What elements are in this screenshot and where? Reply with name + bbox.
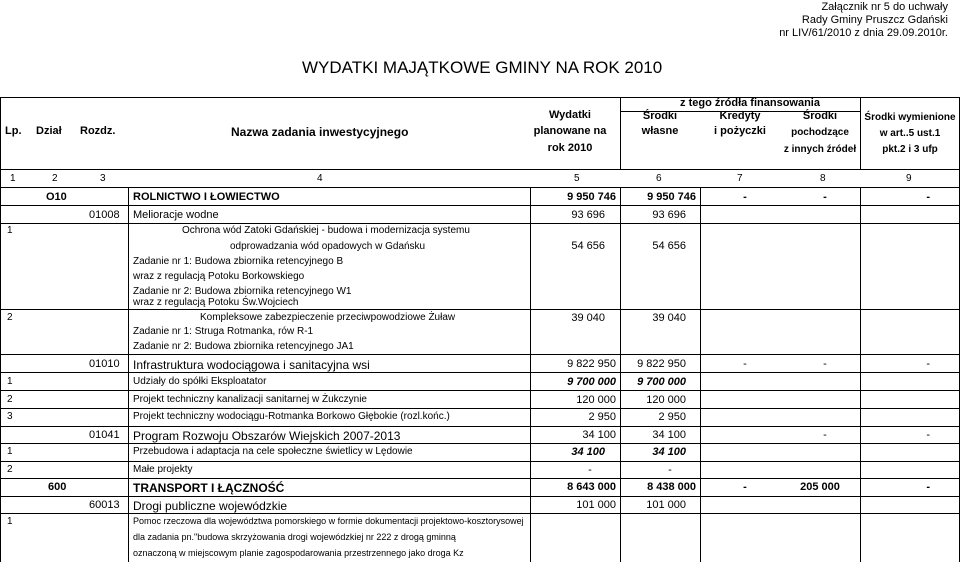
row-total: 34 100 — [582, 429, 616, 441]
col-header-inne-3: z innych źródeł — [783, 144, 857, 155]
row-other: - — [823, 358, 827, 370]
header-line-2: Rady Gminy Pruszcz Gdański — [801, 14, 948, 26]
grid-line — [0, 223, 960, 224]
grid-line — [0, 390, 960, 391]
row-name: Program Rozwoju Obszarów Wiejskich 2007-2013 — [133, 429, 401, 443]
row-total: 101 000 — [576, 499, 616, 511]
row-lp: 3 — [7, 411, 13, 422]
row-total: 54 656 — [571, 240, 605, 252]
col-header-wlasne-2: własne — [641, 125, 679, 137]
row-lp: 2 — [7, 312, 13, 323]
grid-line — [0, 513, 960, 514]
row-text: Pomoc rzeczowa dla województwa pomorskiego w formie dokumentacji projektowo-kosztorysowej — [133, 516, 524, 526]
grid-line — [0, 354, 960, 355]
row-art: - — [926, 358, 930, 370]
row-total: 9 700 000 — [567, 376, 616, 388]
row-own: 39 040 — [652, 312, 686, 324]
row-dzial: 600 — [48, 481, 67, 493]
col-header-dzial: Dział — [36, 125, 62, 137]
col-header-inne-1: Środki — [802, 110, 838, 122]
row-total: 2 950 — [588, 411, 616, 423]
col-header-wym-3: pkt.2 i 3 ufp — [882, 144, 938, 155]
row-other: 205 000 — [800, 481, 840, 493]
row-loans: - — [743, 358, 747, 370]
col-header-wydatki-2: planowane na — [533, 125, 607, 137]
col-number: 2 — [52, 173, 58, 184]
row-own: 93 696 — [652, 209, 686, 221]
row-own: 8 438 000 — [647, 481, 696, 493]
col-number: 6 — [656, 173, 662, 184]
row-art: - — [926, 481, 930, 493]
col-header-wydatki-1: Wydatki — [549, 109, 591, 121]
row-lp: 1 — [7, 446, 13, 457]
row-text: Zadanie nr 2: Budowa zbiornika retencyjnego JA1 — [133, 341, 354, 352]
row-rozdz: 01010 — [89, 358, 120, 370]
row-text: Ochrona wód Zatoki Gdańskiej - budowa i modernizacja systemu — [182, 225, 470, 236]
row-total: 93 696 — [571, 209, 605, 221]
col-header-wydatki-3: rok 2010 — [547, 142, 593, 154]
grid-line — [0, 169, 960, 170]
page-title: WYDATKI MAJĄTKOWE GMINY NA ROK 2010 — [302, 58, 663, 77]
grid-line — [0, 426, 960, 427]
grid-line — [0, 205, 960, 206]
row-own: 2 950 — [658, 411, 686, 423]
grid-line — [0, 309, 960, 310]
row-own: 34 100 — [652, 446, 686, 458]
row-other: - — [823, 429, 827, 441]
col-header-kredyty-1: Kredyty — [719, 110, 761, 122]
grid-line — [0, 408, 960, 409]
col-number: 8 — [820, 173, 826, 184]
row-total: - — [588, 464, 592, 476]
row-own: 120 000 — [646, 394, 686, 406]
row-text: Zadanie nr 2: Budowa zbiornika retencyjnego W1 — [133, 286, 352, 297]
col-number: 9 — [906, 173, 912, 184]
row-own: - — [668, 464, 672, 476]
row-total: 9 822 950 — [567, 358, 616, 370]
row-dzial: O10 — [46, 191, 67, 203]
row-text: wraz z regulacją Potoku Borkowskiego — [133, 271, 305, 282]
grid-line — [0, 443, 960, 444]
row-text: Zadanie nr 1: Struga Rotmanka, rów R-1 — [133, 326, 314, 337]
grid-line — [860, 187, 861, 562]
col-number: 5 — [574, 173, 580, 184]
row-own: 9 700 000 — [637, 376, 686, 388]
col-number: 7 — [737, 173, 743, 184]
grid-line — [0, 187, 960, 188]
row-own: 101 000 — [646, 499, 686, 511]
row-lp: 2 — [7, 394, 13, 405]
col-number: 3 — [100, 173, 106, 184]
row-own: 9 822 950 — [637, 358, 686, 370]
grid-line — [0, 496, 960, 497]
row-name: Drogi publiczne wojewódzkie — [133, 499, 288, 513]
row-total: 120 000 — [576, 394, 616, 406]
row-text: Małe projekty — [133, 464, 193, 475]
row-total: 9 950 746 — [567, 191, 616, 203]
row-text: wraz z regulacją Potoku Św.Wojciech — [133, 297, 299, 308]
grid-line — [0, 478, 960, 479]
col-header-wym-1: Środki wymienione — [864, 112, 956, 123]
row-text: Udziały do spółki Eksploatator — [133, 376, 267, 387]
row-lp: 1 — [7, 516, 13, 527]
row-text: Projekt techniczny wodociągu-Rotmanka Borkowo Głębokie (rozl.końc.) — [133, 411, 450, 422]
row-text: Zadanie nr 1: Budowa zbiornika retencyjnego B — [133, 256, 344, 267]
row-text: Kompleksowe zabezpieczenie przeciwpowodziowe Żuław — [200, 312, 456, 323]
row-rozdz: 60013 — [89, 499, 120, 511]
row-art: - — [926, 191, 930, 203]
row-art: - — [926, 429, 930, 441]
col-header-kredyty-2: i pożyczki — [714, 125, 766, 137]
grid-line — [700, 187, 701, 562]
row-text: odprowadzania wód opadowych w Gdańsku — [230, 241, 426, 252]
row-lp: 1 — [7, 376, 13, 387]
row-total: 8 643 000 — [567, 481, 616, 493]
row-total: 34 100 — [571, 446, 605, 458]
row-total: 39 040 — [571, 312, 605, 324]
row-name: ROLNICTWO I ŁOWIECTWO — [133, 191, 280, 203]
col-header-nazwa: Nazwa zadania inwestycyjnego — [231, 125, 409, 139]
row-text: Projekt techniczny kanalizacji sanitarnej w Żukczynie — [133, 394, 367, 405]
row-rozdz: 01008 — [89, 209, 120, 221]
header-line-1: Załącznik nr 5 do uchwały — [821, 1, 948, 13]
grid-line — [0, 97, 1, 562]
grid-line — [0, 461, 960, 462]
col-number: 1 — [10, 173, 16, 184]
col-header-inne-2: pochodzące — [791, 127, 849, 138]
row-rozdz: 01041 — [89, 429, 120, 441]
row-own: 34 100 — [652, 429, 686, 441]
col-header-wym-2: w art..5 ust.1 — [879, 128, 941, 139]
row-text: dla zadania pn."budowa skrzyżowania drogi wojewódzkiej nr 222 z drogą gminną — [133, 532, 456, 542]
row-loans: - — [743, 191, 747, 203]
row-text: Przebudowa i adaptacja na cele społeczne świetlicy w Lędowie — [133, 446, 413, 457]
col-header-wlasne-1: Środki — [642, 110, 678, 122]
row-lp: 1 — [7, 225, 13, 236]
col-header-source: z tego źródła finansowania — [680, 97, 820, 109]
row-name: Melioracje wodne — [133, 209, 219, 221]
row-own: 9 950 746 — [647, 191, 696, 203]
row-name: TRANSPORT I ŁĄCZNOŚĆ — [133, 481, 285, 495]
row-loans: - — [743, 481, 747, 493]
row-text: oznaczoną w miejscowym planie zagospodarowania przestrzennego jako droga Kz — [133, 548, 464, 558]
col-header-rozdz: Rozdz. — [80, 125, 116, 137]
grid-line — [0, 372, 960, 373]
row-lp: 2 — [7, 464, 13, 475]
row-other: - — [823, 191, 827, 203]
col-header-lp: Lp. — [5, 125, 22, 137]
col-number: 4 — [317, 173, 323, 184]
grid-line — [128, 187, 129, 562]
row-own: 54 656 — [652, 240, 686, 252]
header-line-3: nr LIV/61/2010 z dnia 29.09.2010r. — [779, 27, 948, 39]
row-name: Infrastruktura wodociągowa i sanitacyjna wsi — [133, 358, 370, 372]
